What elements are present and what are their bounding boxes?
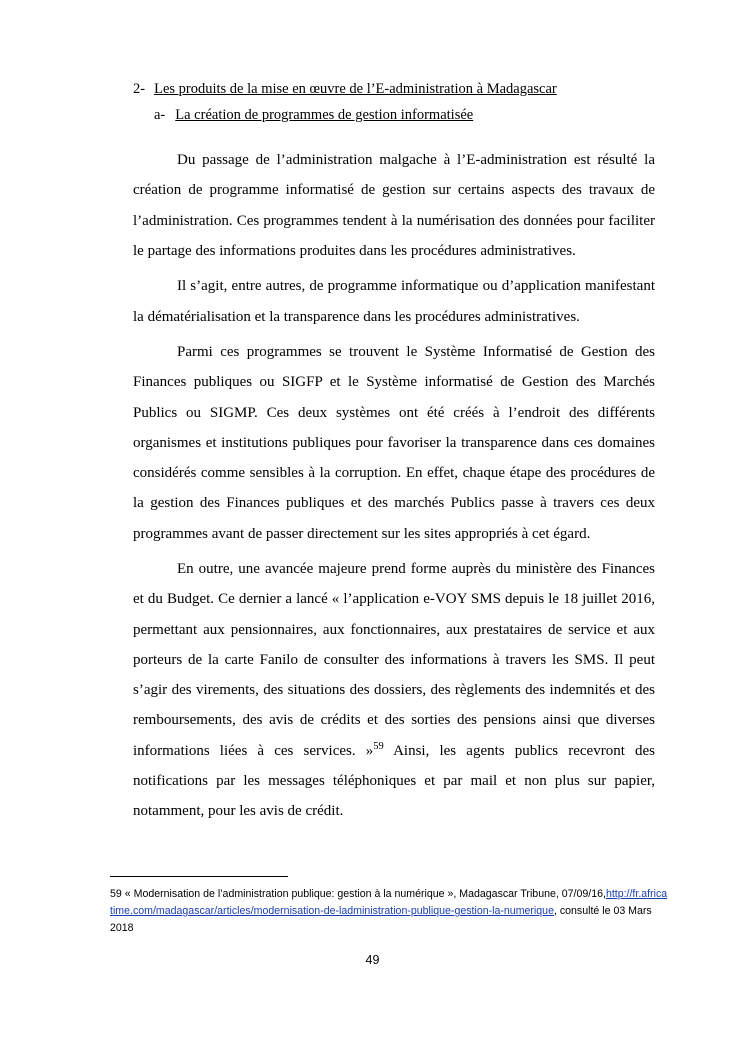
page-number: 49 — [365, 953, 380, 967]
paragraph-text-before-note: En outre, une avancée majeure prend forme auprès du ministère des Finances et du Budget. Ce dernier a lancé « l’application e-VOY SMS depuis le 18 juillet 2016, permettant aux pensionnaires, aux fonctionnaires, aux prestataires de service et aux porteurs de la carte Fanilo de consulter des informations à travers les SMS. Il peut s’agir des virements, des situations des dossiers, des règlements des indemnités et des remboursements, des avis de crédits et des sorties des pensions ainsi que diverses informations liées à ces services. » — [133, 560, 655, 759]
footnote-entry — [110, 886, 670, 937]
subsection-heading — [133, 106, 655, 126]
subsection-heading-number: a- — [154, 106, 166, 123]
paragraph-text-after-note: Ainsi, les agents publics recevront des notifications par les messages téléphoniques et par mail et non plus sur papier, notamment, pour les avis de crédit. — [133, 742, 655, 820]
footnote-number: 59 — [110, 888, 122, 900]
section-heading-title: Les produits de la mise en œuvre de l’E-administration à Madagascar — [154, 81, 557, 97]
footnote-link[interactable]: http://fr.africatime.com/madagascar/articles/modernisation-de-ladministration-publique-gestion-la-numerique — [110, 888, 668, 918]
footnote-area — [110, 876, 670, 937]
footnote-text-after-link: , consulté le 03 Mars 2018 — [110, 905, 652, 935]
footnote-text-before-link: « Modernisation de l’administration publique: gestion à la numérique », Madagascar Tribune, 07/09/16, — [124, 888, 606, 900]
paragraph-with-footnote-ref — [133, 554, 655, 827]
section-heading-number: 2- — [133, 81, 146, 97]
footnote-reference-marker[interactable]: 59 — [373, 740, 384, 752]
section-heading — [133, 80, 655, 100]
paragraph: Du passage de l’administration malgache à l’E-administration est résulté la création de programme informatisé de gestion sur certains aspects des travaux de l’administration. Ces programmes tendent à la numérisation des données pour faciliter le partage des informations produites dans les procédures administratives. — [133, 152, 655, 260]
subsection-heading-title: La création de programmes de gestion informatisée — [175, 106, 474, 123]
footnote-separator-rule — [110, 876, 288, 877]
paragraph: Il s’agit, entre autres, de programme informatique ou d’application manifestant la dématérialisation et la transparence dans les procédures administratives. — [133, 278, 655, 325]
paragraph: Parmi ces programmes se trouvent le Système Informatisé de Gestion des Finances publiques ou SIGFP et le Système informatisé de Gestion des Marchés Publics ou SIGMP. Ces deux systèmes ont été créés à l’endroit des différents organismes et institutions publiques pour favoriser la transparence dans ces domaines considérés comme sensibles à la corruption. En effet, chaque étape des procédures de la gestion des Finances publiques et des marchés Publics passe à travers ces deux programmes avant de passer directement sur les sites appropriés à cet égard. — [133, 343, 655, 542]
